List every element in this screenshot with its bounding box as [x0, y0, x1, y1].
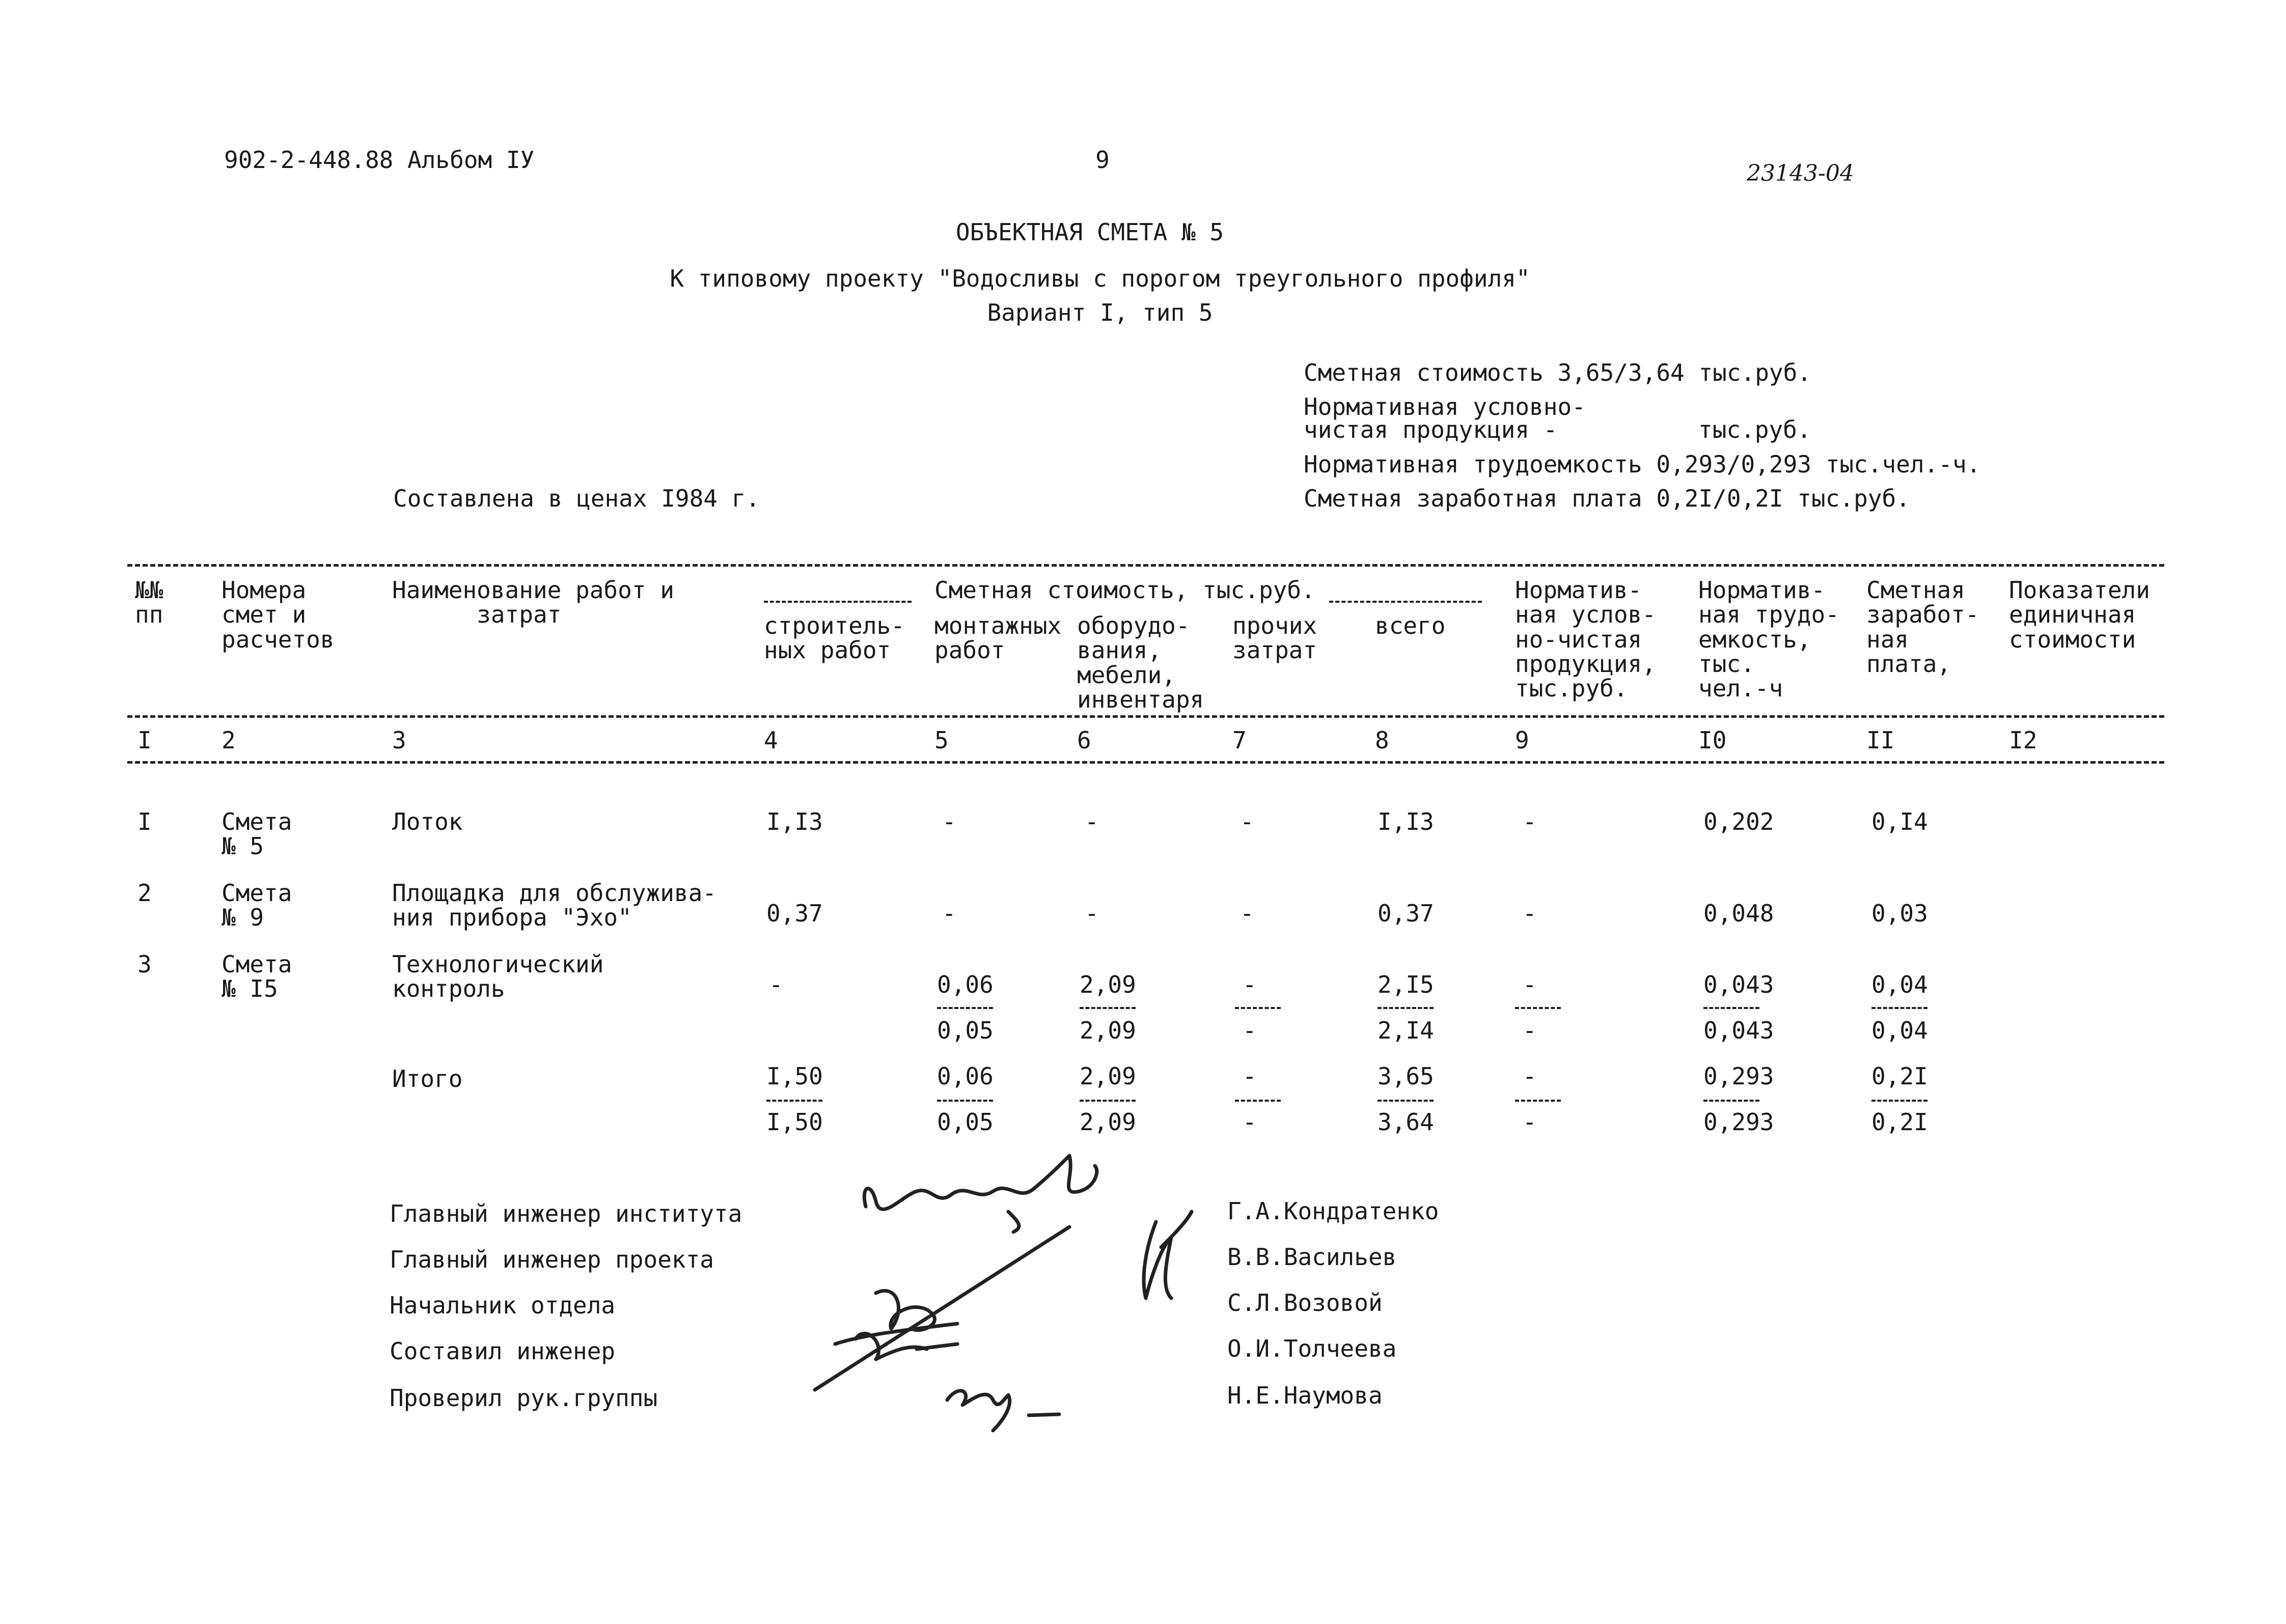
header-group-cost: Сметная стоимость, тыс.руб.: [934, 576, 1315, 604]
row2-c5: -: [942, 900, 956, 927]
total-c9-alt: -: [1523, 1108, 1537, 1136]
total-c5-alt: 0,05: [937, 1108, 994, 1136]
total-c10-alt: 0,293: [1703, 1108, 1774, 1136]
row2-c7: -: [1240, 900, 1254, 927]
row3-c11-alt: 0,04: [1871, 1017, 1928, 1044]
document-title: ОБЪЕКТНАЯ СМЕТА № 5: [955, 218, 1224, 246]
header-col-construction: строитель- ных работ: [764, 612, 905, 664]
row1-num: I: [137, 808, 152, 835]
col-number: 8: [1375, 726, 1389, 754]
header-col-indicators: Показатели единичная стоимости: [2009, 576, 2150, 653]
header-col-name: Наименование работ и затрат: [392, 576, 674, 629]
summary-salary: Сметная заработная плата 0,2I/0,2I тыс.руб.: [1304, 485, 1910, 512]
total-c6: 2,09: [1080, 1062, 1136, 1090]
col-number: 3: [392, 726, 406, 754]
group-header-rule-left: [764, 601, 912, 603]
total-c4-alt: I,50: [766, 1108, 823, 1136]
row1-ref: Смета № 5: [222, 808, 292, 860]
summary-labor: Нормативная трудоемкость 0,293/0,293 тыс.чел.-ч.: [1304, 451, 1981, 478]
col-number: 9: [1515, 726, 1529, 754]
row1-name: Лоток: [392, 808, 463, 835]
row3-c7: -: [1243, 971, 1257, 998]
row3-c6-alt: 2,09: [1080, 1017, 1136, 1044]
total-c5: 0,06: [937, 1062, 994, 1090]
row1-c5: -: [942, 808, 956, 835]
row3-c9: -: [1523, 971, 1537, 998]
row3-ref: Смета № I5: [222, 950, 292, 1003]
row3-c6: 2,09: [1080, 971, 1136, 998]
row1-c9: -: [1523, 808, 1537, 835]
header-col-installation: монтажных работ: [934, 612, 1062, 664]
total-c7: -: [1243, 1062, 1257, 1090]
header-col-other: прочих затрат: [1232, 612, 1317, 664]
row2-c11: 0,03: [1871, 900, 1928, 927]
row3-c4: -: [769, 971, 783, 998]
document-number: 23143-04: [1747, 160, 1854, 186]
row1-c6: -: [1085, 808, 1099, 835]
row3-c10-alt: 0,043: [1703, 1017, 1774, 1044]
fraction-bar: [1871, 1100, 1927, 1102]
row2-num: 2: [137, 879, 152, 907]
row3-c10: 0,043: [1703, 971, 1774, 998]
col-number: 6: [1077, 726, 1091, 754]
document-subtitle: К типовому проекту "Водосливы с порогом треугольного профиля": [670, 265, 1530, 292]
fraction-bar: [1515, 1100, 1561, 1102]
row3-c8: 2,I5: [1378, 971, 1434, 998]
total-c7-alt: -: [1243, 1108, 1257, 1136]
row1-c8: I,I3: [1378, 808, 1434, 835]
fraction-bar: [1080, 1007, 1136, 1009]
row3-c7-alt: -: [1243, 1017, 1257, 1044]
fraction-bar: [1515, 1007, 1561, 1009]
row1-c10: 0,202: [1703, 808, 1774, 835]
header-col-ref: Номера смет и расчетов: [222, 576, 335, 653]
col-number: I0: [1698, 726, 1727, 754]
summary-cost: Сметная стоимость 3,65/3,64 тыс.руб.: [1304, 359, 1811, 386]
header-col-salary: Сметная заработ- ная плата,: [1866, 576, 1979, 678]
col-number: 7: [1232, 726, 1247, 754]
total-c6-alt: 2,09: [1080, 1108, 1136, 1136]
row3-c9-alt: -: [1523, 1017, 1537, 1044]
row1-c4: I,I3: [766, 808, 823, 835]
col-number: 5: [934, 726, 949, 754]
signature-role: Проверил рук.группы: [390, 1384, 658, 1412]
row2-c8: 0,37: [1378, 900, 1434, 927]
signature-name: Н.Е.Наумова: [1227, 1382, 1383, 1409]
signature-role: Составил инженер: [390, 1337, 616, 1365]
total-c11-alt: 0,2I: [1871, 1108, 1928, 1136]
col-number: 4: [764, 726, 778, 754]
row3-c11: 0,04: [1871, 971, 1928, 998]
row3-num: 3: [137, 950, 152, 978]
signature-name: О.И.Толчеева: [1227, 1335, 1397, 1362]
fraction-bar: [1235, 1100, 1281, 1102]
row1-c7: -: [1240, 808, 1254, 835]
handwritten-signatures: [856, 1145, 1212, 1451]
row2-c10: 0,048: [1703, 900, 1774, 927]
signature-role: Главный инженер института: [390, 1200, 742, 1227]
header-col-total: всего: [1375, 612, 1446, 639]
table-header-rule: [127, 715, 2164, 718]
row2-c6: -: [1085, 900, 1099, 927]
page-number: 9: [1095, 146, 1110, 174]
total-c8-alt: 3,64: [1378, 1108, 1434, 1136]
document-variant: Вариант I, тип 5: [987, 299, 1213, 326]
header-col-equipment: оборудо- вания, мебели, инвентаря: [1077, 612, 1204, 713]
fraction-bar: [1378, 1100, 1434, 1102]
col-number: I2: [2009, 726, 2037, 754]
group-header-rule-right: [1329, 601, 1482, 603]
signature-role: Начальник отдела: [390, 1292, 616, 1319]
row2-name: Площадка для обслужива- ния прибора "Эхо": [392, 879, 717, 932]
row2-c4: 0,37: [766, 900, 823, 927]
fraction-bar: [766, 1100, 822, 1102]
total-label: Итого: [392, 1065, 463, 1093]
fraction-bar: [1703, 1100, 1759, 1102]
col-number: 2: [222, 726, 236, 754]
row2-c9: -: [1523, 900, 1537, 927]
fraction-bar: [937, 1007, 993, 1009]
signature-name: С.Л.Возовой: [1227, 1289, 1383, 1317]
row3-c5-alt: 0,05: [937, 1017, 994, 1044]
total-c9: -: [1523, 1062, 1537, 1090]
fraction-bar: [1703, 1007, 1759, 1009]
total-c10: 0,293: [1703, 1062, 1774, 1090]
fraction-bar: [1235, 1007, 1281, 1009]
signature-role: Главный инженер проекта: [390, 1246, 714, 1273]
table-top-rule: [127, 564, 2164, 567]
row3-name: Технологический контроль: [392, 950, 604, 1003]
col-number: I: [137, 726, 152, 754]
header-col-net-product: Норматив- ная услов- но-чистая продукция, тыс.руб.: [1515, 576, 1656, 703]
total-c4: I,50: [766, 1062, 823, 1090]
signature-name: Г.А.Кондратенко: [1227, 1197, 1439, 1225]
summary-product-line2: чистая продукция -: [1304, 416, 1558, 443]
row1-c11: 0,I4: [1871, 808, 1928, 835]
row2-ref: Смета № 9: [222, 879, 292, 932]
prices-note: Составлена в ценах I984 г.: [393, 485, 760, 512]
total-c11: 0,2I: [1871, 1062, 1928, 1090]
table-numbers-rule: [127, 761, 2164, 764]
summary-product-line1: Нормативная условно-: [1304, 393, 1586, 421]
row3-c5: 0,06: [937, 971, 994, 998]
document-code: 902-2-448.88 Альбом IУ: [224, 146, 535, 174]
fraction-bar: [937, 1100, 993, 1102]
total-c8: 3,65: [1378, 1062, 1434, 1090]
row3-c8-alt: 2,I4: [1378, 1017, 1434, 1044]
fraction-bar: [1378, 1007, 1434, 1009]
summary-product-unit: тыс.руб.: [1698, 416, 1811, 443]
fraction-bar: [1080, 1100, 1136, 1102]
col-number: II: [1866, 726, 1895, 754]
header-col-labor: Норматив- ная трудо- емкость, тыс. чел.-ч: [1698, 576, 1839, 703]
signature-name: В.В.Васильев: [1227, 1243, 1397, 1271]
fraction-bar: [1871, 1007, 1927, 1009]
header-col-num: №№ пп: [135, 576, 163, 629]
